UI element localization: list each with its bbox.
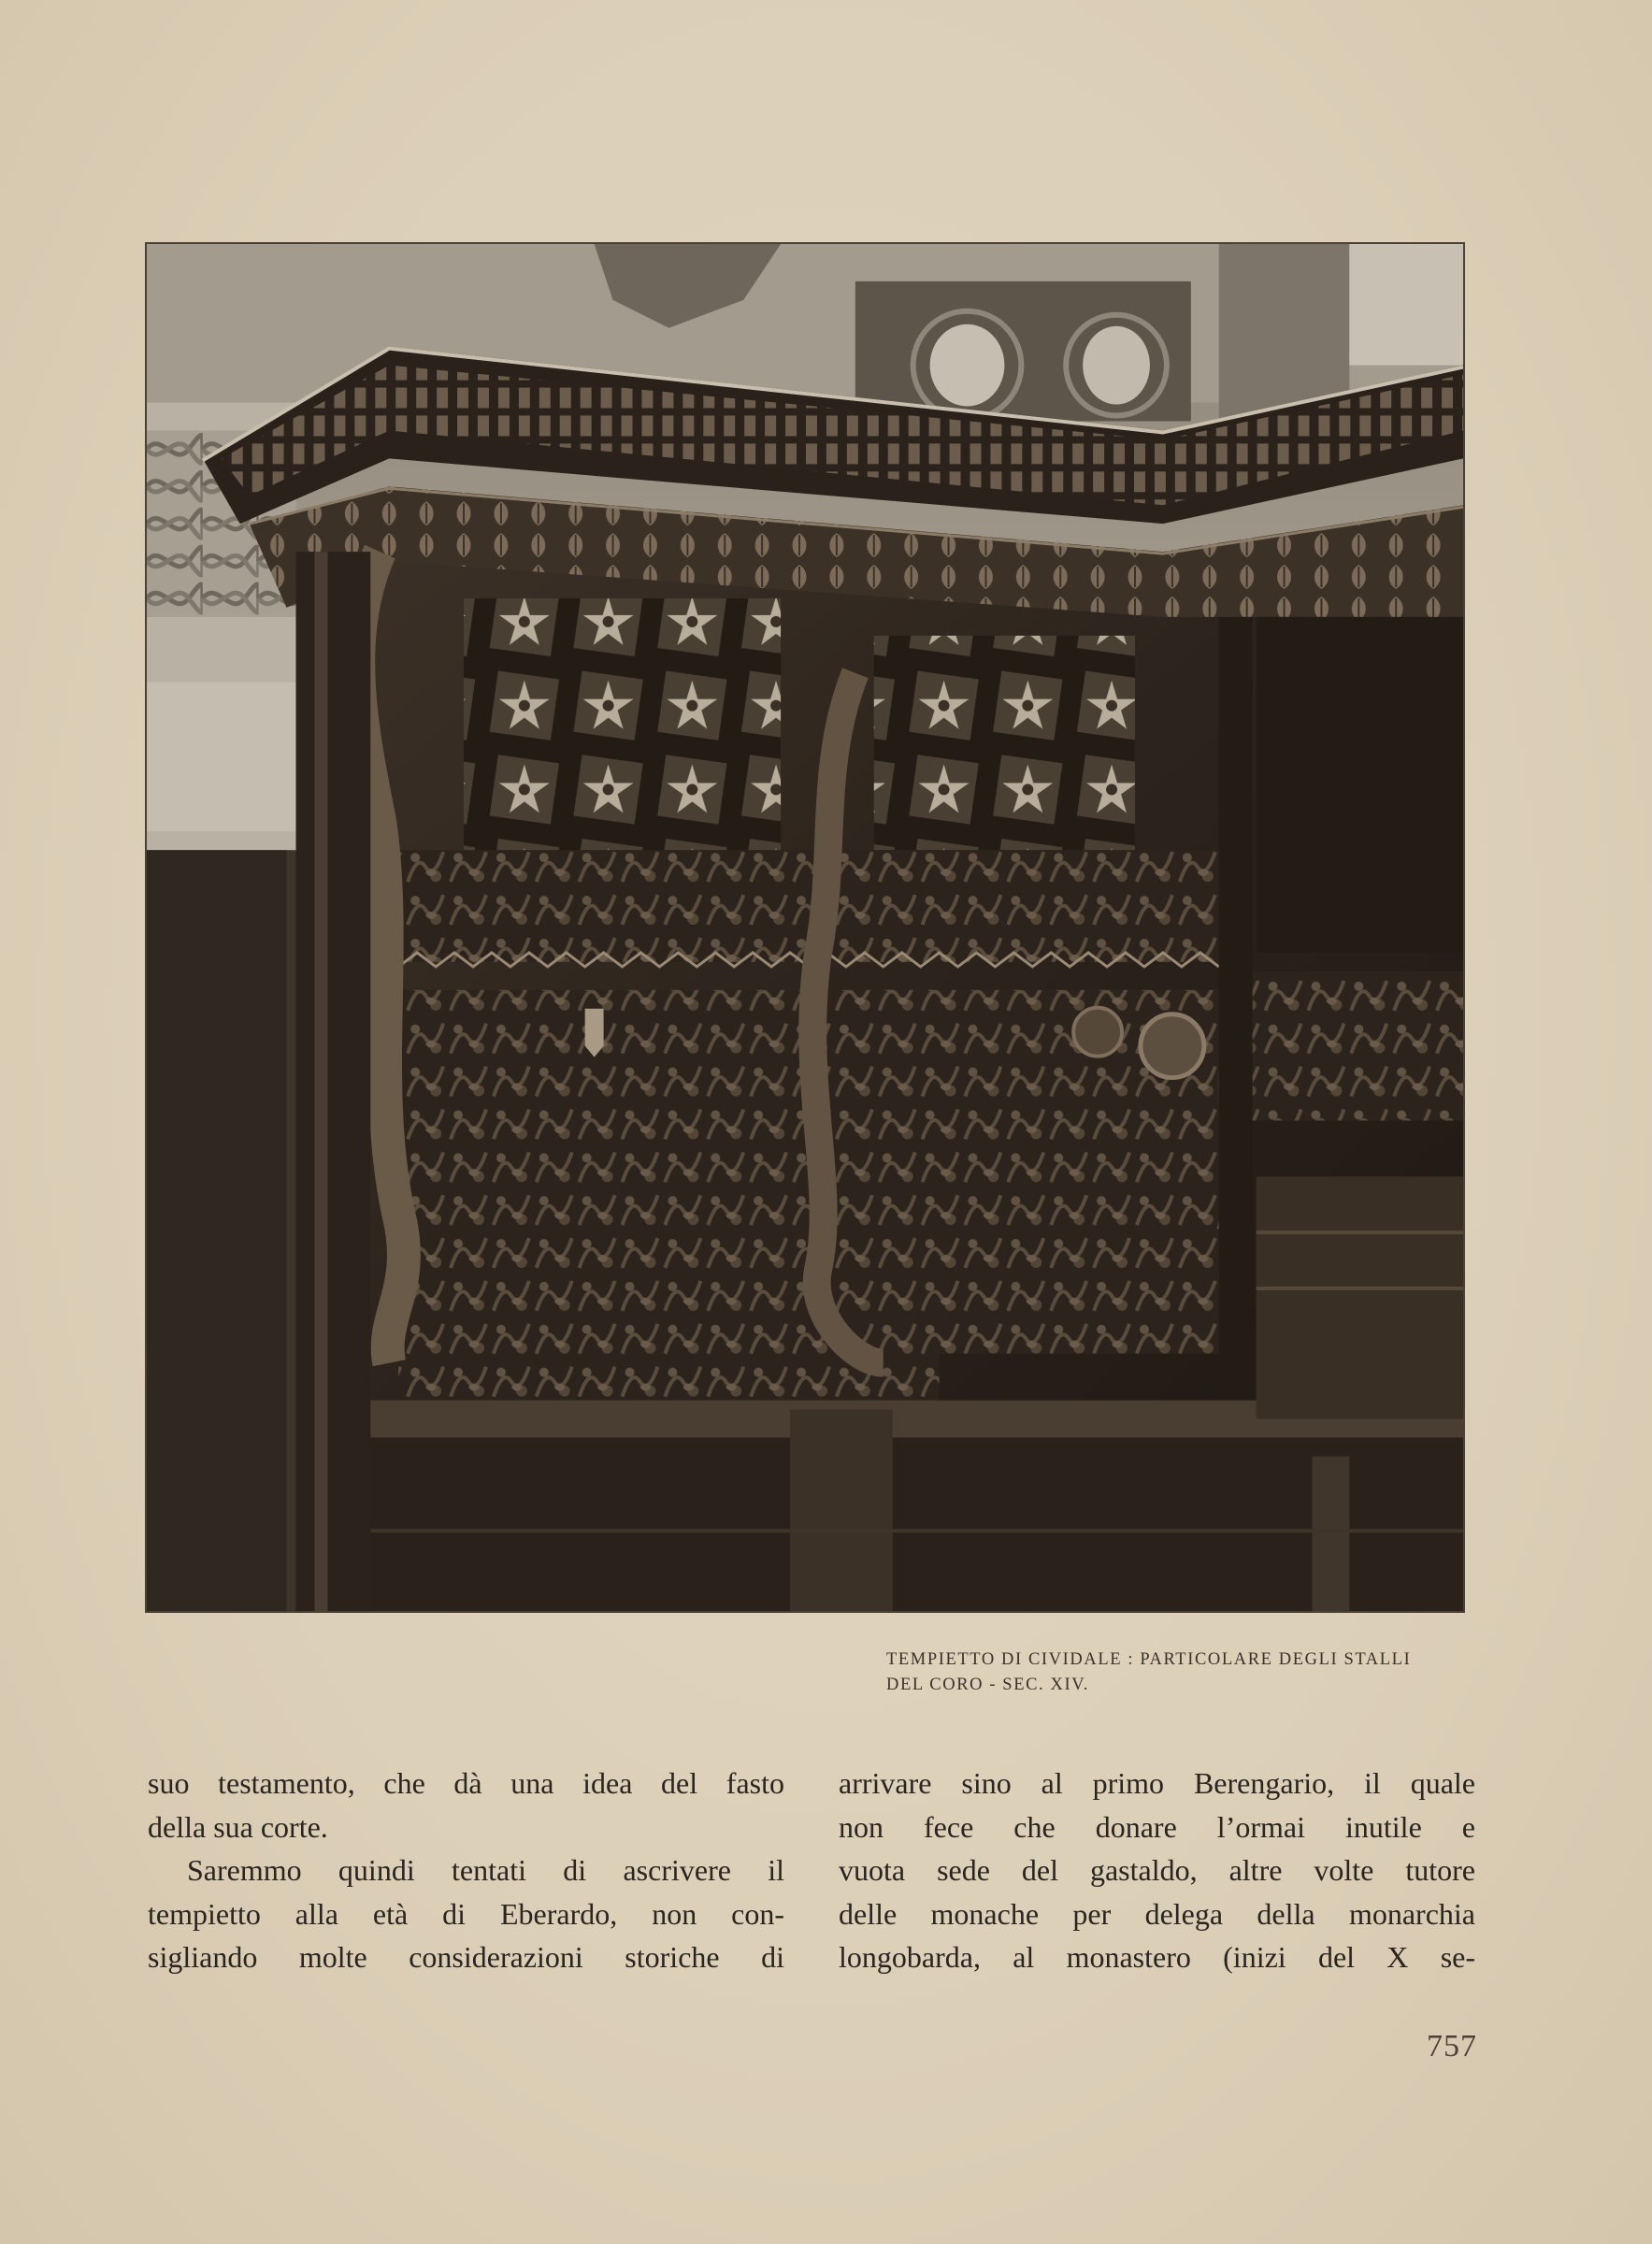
plate-caption [886, 1647, 1447, 1698]
text-line: suo testamento, che dà una idea del fasto [148, 1766, 784, 1800]
text-column-right [839, 1762, 1475, 1979]
text-line: della sua corte. [148, 1809, 328, 1844]
text-line: Saremmo quindi tentati di ascrivere il [187, 1853, 784, 1887]
page-number: 757 [1427, 2029, 1477, 2064]
caption-line-1: TEMPIETTO DI CIVIDALE : PARTICOLARE DEGLI STALLI [886, 1650, 1412, 1669]
text-line: vuota sede del gastaldo, altre volte tutore [839, 1853, 1475, 1887]
text-line: non fece che donare l’ormai inutile e [839, 1809, 1475, 1844]
text-column-left [148, 1762, 784, 1979]
text-line: delle monache per delega della monarchia [839, 1896, 1475, 1931]
carved-stalls-photograph [147, 244, 1463, 1611]
text-line: longobarda, al monastero (inizi del X se- [839, 1940, 1475, 1974]
text-line: arrivare sino al primo Berengario, il quale [839, 1766, 1475, 1800]
text-line: sigliando molte considerazioni storiche di [148, 1940, 784, 1974]
text-line: tempietto alla età di Eberardo, non con- [148, 1896, 784, 1931]
photo-plate-choir-stalls [145, 242, 1465, 1613]
caption-line-2: DEL CORO - SEC. XIV. [886, 1676, 1090, 1694]
